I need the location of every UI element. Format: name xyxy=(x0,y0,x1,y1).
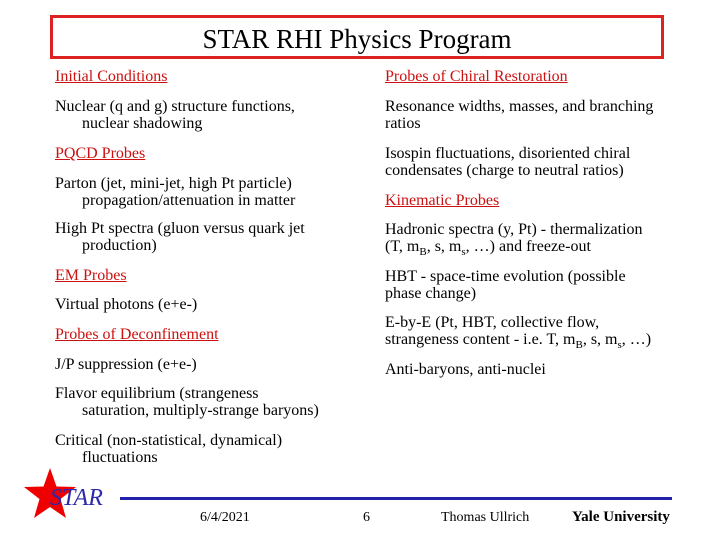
ebye-subscript-s: s xyxy=(617,339,622,352)
item-resonance-widths-line2: ratios xyxy=(385,115,421,132)
hadronic-subscript-s: s xyxy=(461,246,466,259)
item-flavor-equilibrium-line2: saturation, multiply-strange baryons) xyxy=(82,402,319,419)
footer-page-number: 6 xyxy=(363,510,370,525)
item-isospin-fluctuations-line2: condensates (charge to neutral ratios) xyxy=(385,162,624,179)
item-e-by-e xyxy=(385,314,710,352)
item-isospin-fluctuations xyxy=(385,145,705,179)
hadronic-text-c: , s, m xyxy=(426,238,462,255)
item-anti-baryons: Anti-baryons, anti-nuclei xyxy=(385,361,546,378)
star-logo-text: STAR xyxy=(50,485,103,511)
item-high-pt xyxy=(55,220,375,254)
item-flavor-equilibrium xyxy=(55,385,385,419)
item-hadronic-spectra-line1: Hadronic spectra (y, Pt) - thermalization xyxy=(385,221,643,238)
item-hbt-line2: phase change) xyxy=(385,285,477,302)
item-hadronic-spectra-line2 xyxy=(385,238,710,259)
ebye-text-c: , s, m xyxy=(582,331,618,348)
item-nuclear-structure-line2: nuclear shadowing xyxy=(82,115,203,132)
item-isospin-fluctuations-line1: Isospin fluctuations, disoriented chiral xyxy=(385,145,631,162)
heading-probes-of-deconfinement: Probes of Deconfinement xyxy=(55,326,219,343)
hadronic-text-e: , …) and freeze-out xyxy=(465,238,591,255)
item-e-by-e-line2 xyxy=(385,331,710,352)
item-jpsi-suppression: J/P suppression (e+e-) xyxy=(55,356,197,373)
item-resonance-widths-line1: Resonance widths, masses, and branching xyxy=(385,98,654,115)
item-hbt xyxy=(385,268,705,302)
heading-initial-conditions: Initial Conditions xyxy=(55,68,168,85)
item-critical-fluctuations xyxy=(55,432,375,466)
hadronic-subscript-b: B xyxy=(419,246,427,259)
ebye-subscript-b: B xyxy=(575,339,583,352)
item-high-pt-line2: production) xyxy=(82,237,157,254)
heading-probes-of-chiral-restoration: Probes of Chiral Restoration xyxy=(385,68,568,85)
item-nuclear-structure-line1: Nuclear (q and g) structure functions, xyxy=(55,98,295,115)
item-high-pt-line1: High Pt spectra (gluon versus quark jet xyxy=(55,220,305,237)
item-virtual-photons: Virtual photons (e+e-) xyxy=(55,296,198,313)
item-parton xyxy=(55,175,375,209)
ebye-text-e: , …) xyxy=(621,331,652,348)
footer-date: 6/4/2021 xyxy=(200,510,250,525)
item-resonance-widths xyxy=(385,98,705,132)
footer-university: Yale University xyxy=(572,509,670,525)
item-critical-fluctuations-line1: Critical (non-statistical, dynamical) xyxy=(55,432,283,449)
item-e-by-e-line1: E-by-E (Pt, HBT, collective flow, xyxy=(385,314,600,331)
item-flavor-equilibrium-line1: Flavor equilibrium (strangeness xyxy=(55,385,259,402)
item-hbt-line1: HBT - space-time evolution (possible xyxy=(385,268,626,285)
ebye-text-a: strangeness content - i.e. T, m xyxy=(385,331,576,348)
item-parton-line1: Parton (jet, mini-jet, high Pt particle) xyxy=(55,175,292,192)
item-hadronic-spectra xyxy=(385,221,710,259)
item-nuclear-structure xyxy=(55,98,375,132)
hadronic-text-a: (T, m xyxy=(385,238,420,255)
heading-pqcd-probes: PQCD Probes xyxy=(55,145,146,162)
heading-kinematic-probes: Kinematic Probes xyxy=(385,192,500,209)
footer-divider xyxy=(120,497,672,500)
item-critical-fluctuations-line2: fluctuations xyxy=(82,449,158,466)
slide-title: STAR RHI Physics Program xyxy=(202,24,512,54)
footer-author: Thomas Ullrich xyxy=(441,510,530,525)
heading-em-probes: EM Probes xyxy=(55,267,127,284)
item-parton-line2: propagation/attenuation in matter xyxy=(82,192,296,209)
